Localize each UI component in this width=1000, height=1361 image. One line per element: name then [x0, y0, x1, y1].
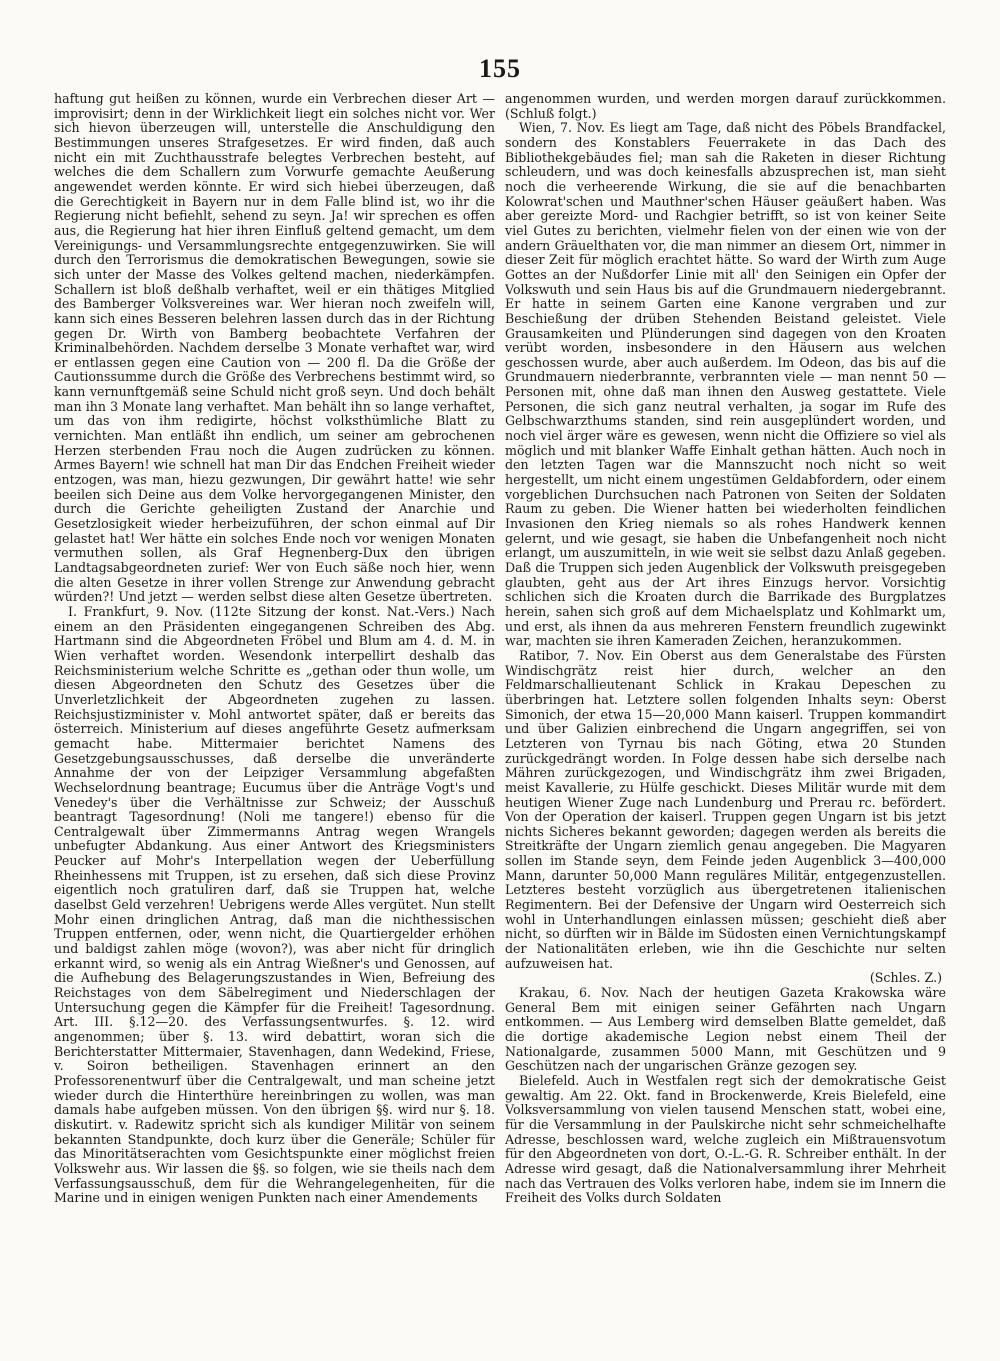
article-frankfurt: I. Frankfurt, 9. Nov. (112te Sitzung der konst. Nat.-Vers.) Nach einem an den Präsidenten eingegangenen Schreiben des Abg. Hartmann sind die Abgeordneten Fröbel und Blum am 4. d. M. in Wien verhaftet worden. Wesendonk interpellirt deshalb das Reichsministerium welche Schritte es „gethan oder thun wolle, um diesen Abgeordneten den Schutz des Gesetzes über die Unverletzlichkeit der Abgeordneten zugehen zu lassen. Reichsjustizminister v. Mohl antwortet später, daß er bereits das österreich. Ministerium auf dieses angeführte Gesetz aufmerksam gemacht habe. Mittermaier berichtet Namens des Gesetzgebungsausschusses, daß derselbe die unveränderte Annahme der von der Leipziger Versammlung abgefaßten Wechselordnung beantrage; Eucumus über die Anträge Vogt's und Venedey's über die Verhältnisse zur Schweiz; der Ausschuß beantragt Tagesordnung! (Noli me tangere!) ebenso für die Centralgewalt über Zimmermanns Antrag wegen Wrangels unbefugter Abdankung. Aus einer Antwort des Kriegsministers Peucker auf Mohr's Interpellation wegen der Ueberfüllung Rheinhessens mit Truppen, ist zu ersehen, daß sich diese Provinz eigentlich noch gratuliren darf, daß sie Truppen hat, welche daselbst Geld verzehren! Uebrigens werde Alles vergütet. Nun stellt Mohr einen dringlichen Antrag, daß man die nichthessischen Truppen entfernen, oder, wenn nicht, die Quartiergelder erhöhen und baldigst zahlen möge (wovon?), was aber nicht für dringlich erkannt wird, so wenig als ein Antrag Wießner's und Genossen, auf die Aufhebung des Belagerungszustandes in Wien, Befreiung des Reichstages von dem Säbelregiment und Niederschlagen der Untersuchung gegen die Kämpfer für die Freiheit! Tagesordnung. Art. III. §.12—20. des Verfassungsentwurfes. §. 12. wird angenommen; über §. 13. wird debattirt, woran sich die Berichterstatter Mittermaier, Stavenhagen, dann Wedekind, Friese, v. Soiron betheiligen. Stavenhagen erinnert an den Professorenentwurf über die Centralgewalt, und man scheine jetzt wieder durch die Hinterthüre hereinbringen zu wollen, was man damals habe aufgeben müssen. Von den übrigen §§. wird nur §. 18. diskutirt. v. Radewitz spricht sich als kundiger Militär von seinem bekannten Standpunkte, doch kurz über die Generäle; Schüler für das Minoritätserachten vom Gesichtspunkte einer möglichst freien Volkswehr aus. Wir lassen die §§. so folgen, wie sie theils nach dem Verfassungsausschuß, dem für die Wehrangelegenheiten, für die Marine und in einigen wenigen Punkten nach einer Amendements — [54, 603, 495, 1206]
article-ratibor: Ratibor, 7. Nov. Ein Oberst aus dem Generalstabe des Fürsten Windischgrätz reist hier durch, welcher an den Feldmarschallieutenant Schlick in Krakau Depeschen zu überbringen hat. Letztere sollen folgenden Inhalts seyn: Oberst Simonich, der etwa 15—20,000 Mann kaiserl. Truppen kommandirt und über Galizien einbrechend die Ungarn angegriffen, sei von Letzteren von Tyrnau bis nach Göting, etwa 20 Stunden zurückgedrängt worden. In Folge dessen habe sich derselbe nach Mähren zurückgezogen, und Windischgrätz ihm zwei Brigaden, meist Kavallerie, zu Hülfe geschickt. Dieses Militär wurde mit dem heutigen Wiener Zuge nach Lundenburg und Prerau rc. befördert. Von der Operation der kaiserl. Truppen gegen Ungarn ist bis jetzt nichts Sicheres bekannt geworden; dagegen werden als bereits die Streitkräfte der Ungarn ziemlich genau angegeben. Die Magyaren sollen im Stande seyn, dem Feinde jeden Augenblick 3—400,000 Mann, darunter 50,000 Mann reguläres Militär, entgegenzustellen. Letzteres besteht vorzüglich aus übergetretenen italienischen Regimentern. Bei der Defensive der Ungarn wird Oesterreich sich wohl in Unterhandlungen einlassen müssen; geschieht dieß aber nicht, so dürften wir in Bälde im Südosten einen Vernichtungskampf der Nationalitäten erleben, wie ihn die Geschichte nur selten aufzuweisen hat. — [505, 647, 946, 971]
page-number: 155 — [479, 54, 521, 83]
article-bielefeld: Bielefeld. Auch in Westfalen regt sich der demokratische Geist gewaltig. Am 22. Okt. fand in Brockenwerde, Kreis Bielefeld, eine Volksversammlung von vielen tausend Menschen statt, wobei eine, für die Versammlung in der Paulskirche nicht sehr schmeichelhafte Adresse, beschlossen ward, welche zugleich ein Mißtrauensvotum für den Abgeordneten von dort, O.-L.-G. R. Schreiber enthält. In der Adresse wird gesagt, daß die Nationalversammlung ihrer Mehrheit nach das Vertrauen des Volks verloren habe, indem sie im Innern die Freiheit des Volks durch Soldaten — [505, 1072, 946, 1206]
text-columns — [54, 92, 946, 1322]
article-paragraph: angenommen wurden, und werden morgen darauf zurückkommen. (Schluß folgt.) — [505, 92, 946, 121]
article-krakau: Krakau, 6. Nov. Nach der heutigen Gazeta Krakowska wäre General Bem mit einigen seiner Gefährten nach Ungarn entkommen. — Aus Lemberg wird demselben Blatte gemeldet, daß die dortige akademische Legion nebst einem Theil der Nationalgarde, zusammen 5000 Mann, mit Geschützen und 9 Geschützen nach der ungarischen Gränze gezogen sey. — [505, 985, 946, 1074]
article-paragraph: haftung gut heißen zu können, wurde ein Verbrechen dieser Art — improvisirt; denn in der Wirklichkeit liegt ein solches nicht vor. Wer sich hievon überzeugen will, unterstelle die Anschuldigung den Bestimmungen unseres Strafgesetzes. Er wird finden, daß auch nicht ein mit Zuchthausstrafe belegtes Verbrechen besteht, auf welches die dem Schallern zum Vorwurfe gemachte Aeußerung angewendet werden könnte. Er wird sich hiebei überzeugen, daß die Gerechtigkeit in Bayern nur in dem Falle blind ist, wo ihr die Regierung nicht befiehlt, sehend zu seyn. Ja! wir sprechen es offen aus, die Regierung hat hier ihren Einfluß geltend gemacht, um dem Vereinigungs- und Versammlungsrechte entgegenzuwirken. Sie will durch den Terrorismus die demokratischen Bewegungen, sowie sie sich unter der Masse des Volkes geltend machen, niederkämpfen. Schallern ist bloß deßhalb verhaftet, weil er ein thätiges Mitglied des Bamberger Volksvereines war. Wer hieran noch zweifeln will, kann sich eines Besseren belehren lassen durch das in der Richtung gegen Dr. Wirth von Bamberg beobachtete Verfahren der Kriminalbehörden. Nachdem derselbe 3 Monate verhaftet war, wird er entlassen gegen eine Caution von — 200 fl. Da die Größe der Cautionssumme durch die Größe des Verbrechens bestimmt wird, so kann vernunftgemäß seine Schuld nicht groß seyn. Und doch behält man ihn 3 Monate lang verhaftet. Man behält ihn so lange verhaftet, um das von ihm redigirte, höchst volksthümliche Blatt zu vernichten. Man entläßt ihn endlich, um seiner am gebrochenen Herzen sterbenden Frau noch die Augen zudrücken zu können. Armes Bayern! wie schnell hat man Dir das Endchen Freiheit wieder entzogen, was man, hiezu gezwungen, Dir gewährt hatte! wie sehr beeilen sich Deine aus dem Volke hervorgegangenen Minister, den durch die Gerichte geheiligten Zustand der Anarchie und Gesetzlosigkeit wieder herbeizuführen, der schon einmal auf Dir gelastet hat! Wer hätte ein solches Ende noch vor wenigen Monaten vermuthen sollen, als Graf Hegnenberg-Dux den übrigen Landtagsabgeordneten zurief: Wer von Euch säße noch hier, wenn die alten Gesetze in ihrer vollen Strenge zur Anwendung gebracht würden?! Und jetzt — werden selbst diese alten Gesetze übertreten. — [54, 92, 495, 605]
right-column — [505, 92, 946, 1322]
article-wien: Wien, 7. Nov. Es liegt am Tage, daß nicht des Pöbels Brandfackel, sondern des Konstablers Feuerrakete in das Dach des Bibliothekgebäudes fiel; man sah die Raketen in dieser Richtung schleudern, und was doch keinesfalls abzusprechen ist, man sieht noch die verheerende Wirkung, die sie auf die benachbarten Kolowrat'schen und Mauthner'schen Häuser geäußert haben. Was aber gereizte Mord- und Rachgier betrifft, so ist von keiner Seite viel Gutes zu berichten, vielmehr fielen von der einen wie von der andern Gräuelthaten vor, die man nimmer an diesem Ort, nimmer in dieser Zeit für möglich erachtet hätte. So ward der Wirth zum Auge Gottes an der Nußdorfer Linie mit all' den Seinigen ein Opfer der Volkswuth und sein Haus bis auf die Grundmauern niedergebrannt. Er hatte in seinem Garten eine Kanone vergraben und zur Beschießung der drüben Stehenden Beistand geleistet. Viele Grausamkeiten und Plünderungen sind dagegen von den Kroaten verübt worden, insbesondere in den Häusern aus welchen geschossen wurde, aber auch außerdem. Im Odeon, das bis auf die Grundmauern niederbrannte, verbrannten viele — man nennt 50 — Personen mit, ohne daß man ihnen den Ausweg gestattete. Viele Personen, die sich ganz neutral verhalten, ja sogar im Rufe des Gelbschwarzthums standen, sind rein ausgeplündert worden, und noch viel ärger wäre es gewesen, wenn nicht die Offiziere so viel als möglich und mit blanker Waffe Einhalt gethan hätten. Auch noch in den letzten Tagen war die Mannszucht noch nicht so weit hergestellt, um nicht einem ungestümen Geldabfordern, oder einem vorgeblichen Durchsuchen nach Patronen von Seiten der Soldaten Raum zu geben. Die Wiener hatten bei wiederholten feindlichen Invasionen den Krieg niemals so als rohes Handwerk kennen gelernt, und wie gesagt, sie haben die Unbefangenheit noch nicht erlangt, um auszumitteln, in wie weit sie selbst dazu Anlaß gegeben. Daß die Truppen sich jeden Augenblick der Volkswuth preisgegeben glaubten, geht aus der Art ihres Einzugs hervor. Vorsichtig schlichen sich die Kroaten durch die Barrikade des Burgplatzes herein, sahen sich groß auf dem Michaelsplatz und Kohlmarkt um, und erst, als ihnen da aus mehreren Fenstern freundlich zugewinkt war, machten sie ihren Kameraden Zeichen, heranzukommen. — [505, 120, 946, 649]
left-column — [54, 92, 495, 1322]
article-signature: (Schles. Z.) — [869, 970, 942, 986]
